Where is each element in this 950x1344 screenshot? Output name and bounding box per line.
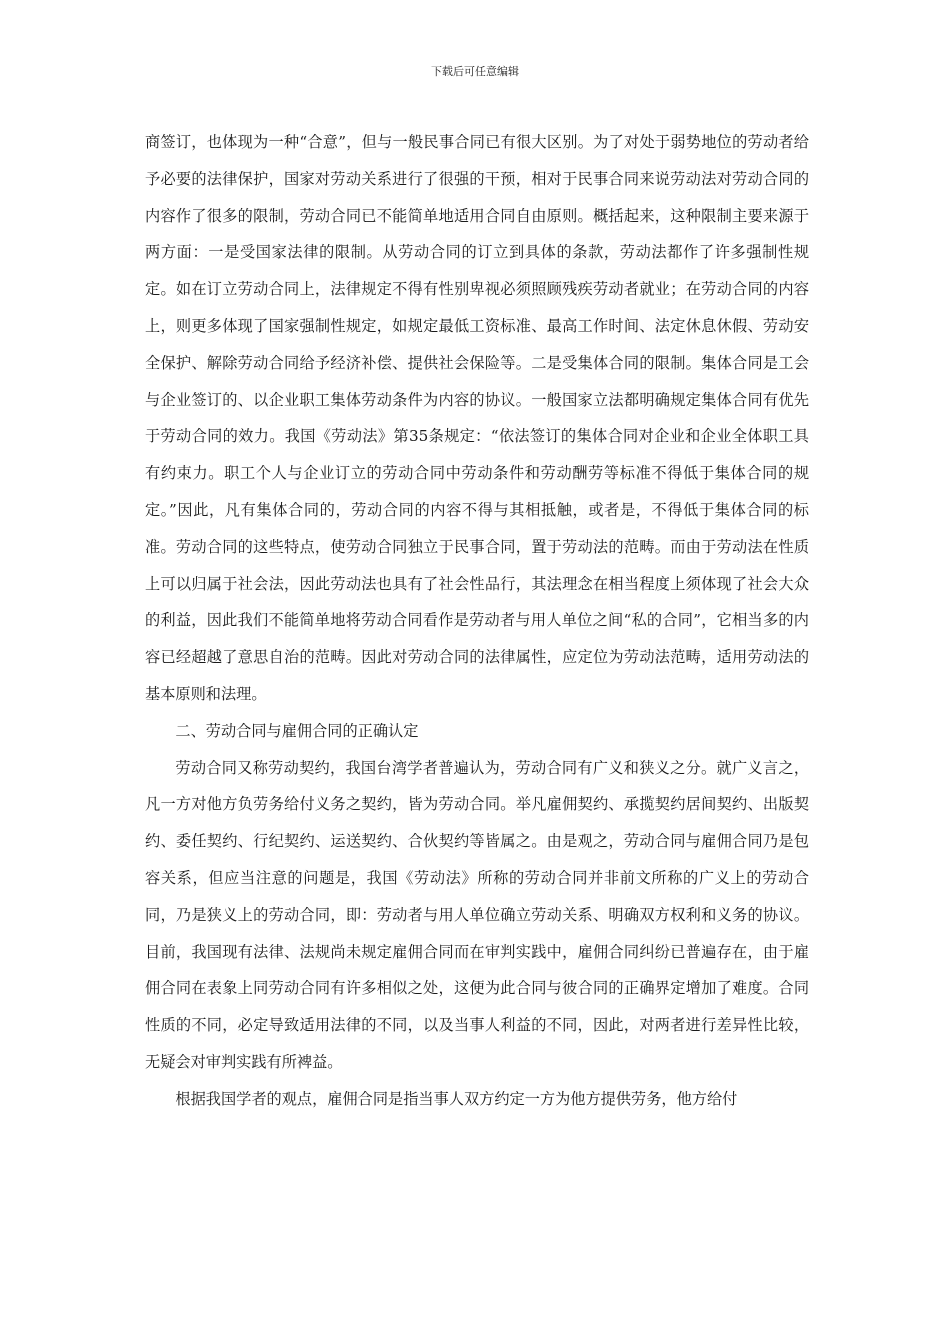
paragraph-continuation: 商签订，也体现为一种“合意”，但与一般民事合同已有很大区别。为了对处于弱势地位的劳动者给予必要的法律保护，国家对劳动关系进行了很强的干预，相对于民事合同来说劳动法对劳动合同的内容作了很多的限制，劳动合同已不能简单地适用合同自由原则。概括起来，这种限制主要来源于两方面：一是受国家法律的限制。从劳动合同的订立到具体的条款，劳动法都作了许多强制性规定。如在订立劳动合同上，法律规定不得有性别卑视必须照顾残疾劳动者就业；在劳动合同的内容上，则更多体现了国家强制性规定，如规定最低工资标准、最高工作时间、法定休息休假、劳动安全保护、解除劳动合同给予经济补偿、提供社会保险等。二是受集体合同的限制。集体合同是工会与企业签订的、以企业职工集体劳动条件为内容的协议。一般国家立法都明确规定集体合同有优先于劳动合同的效力。我国《劳动法》第35条规定：“依法签订的集体合同对企业和企业全体职工具有约束力。职工个人与企业订立的劳动合同中劳动条件和劳动酬劳等标准不得低于集体合同的规定。”因此，凡有集体合同的，劳动合同的内容不得与其相抵触，或者是，不得低于集体合同的标准。劳动合同的这些特点，使劳动合同独立于民事合同，置于劳动法的范畴。而由于劳动法在性质上可以归属于社会法，因此劳动法也具有了社会性品行，其法理念在相当程度上须体现了社会大众的利益，因此我们不能简单地将劳动合同看作是劳动者与用人单位之间“私的合同”，它相当多的内容已经超越了意思自治的范畴。因此对劳动合同的法律属性，应定位为劳动法范畴，适用劳动法的基本原则和法理。 [145,133,809,703]
paragraph: 劳动合同又称劳动契约，我国台湾学者普遍认为，劳动合同有广义和狭义之分。就广义言之，凡一方对他方负劳务给付义务之契约，皆为劳动合同。举凡雇佣契约、承揽契约居间契约、出版契约、委任契约、行纪契约、运送契约、合伙契约等皆属之。由是观之，劳动合同与雇佣合同乃是包容关系，但应当注意的问题是，我国《劳动法》所称的劳动合同并非前文所称的广义上的劳动合同，乃是狭义上的劳动合同，即：劳动者与用人单位确立劳动关系、明确双方权利和义务的协议。目前，我国现有法律、法规尚未规定雇佣合同而在审判实践中，雇佣合同纠纷已普遍存在，由于雇佣合同在表象上同劳动合同有许多相似之处，这便为此合同与彼合同的正确界定增加了难度。合同性质的不同，必定导致适用法律的不同，以及当事人利益的不同，因此，对两者进行差异性比较，无疑会对审判实践有所裨益。 [145,758,809,1071]
header-text: 下载后可任意编辑 [431,65,519,78]
paragraph: 根据我国学者的观点，雇佣合同是指当事人双方约定一方为他方提供劳务，他方给付 [175,1089,738,1108]
page-header [0,64,950,80]
section-heading: 二、劳动合同与雇佣合同的正确认定 [175,721,419,740]
document-body [145,124,809,1118]
